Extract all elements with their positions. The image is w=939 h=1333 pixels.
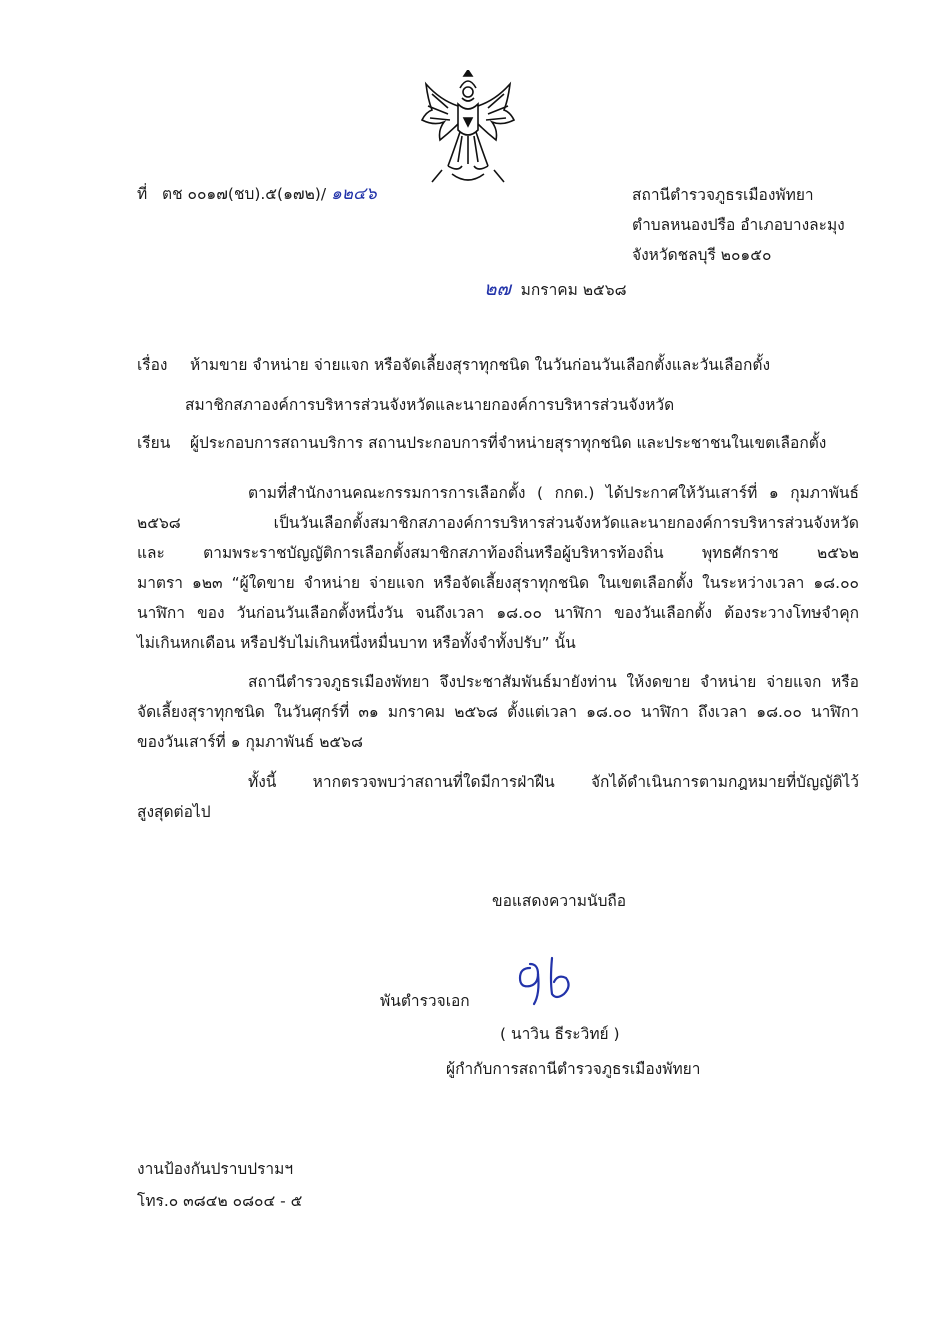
organization-name: สถานีตำรวจภูธรเมืองพัทยา — [632, 186, 814, 204]
paragraph-3-line-2: สูงสุดต่อไป — [137, 803, 211, 821]
paragraph-2-line-3: ของวันเสาร์ที่ ๑ กุมภาพันธ์ ๒๕๖๘ — [137, 733, 363, 751]
garuda-emblem-icon — [418, 70, 518, 190]
signer-name: ( นาวิน ธีระวิทย์ ) — [500, 1025, 620, 1043]
subject-text-1: ห้ามขาย จำหน่าย จ่ายแจก หรือจัดเลี้ยงสุราทุกชนิด ในวันก่อนวันเลือกตั้งและวันเลือกตั้ง — [189, 356, 771, 374]
subject-line-1 — [137, 352, 770, 377]
organization-subdistrict: ตำบลหนองปรือ อำเภอบางละมุง — [632, 216, 845, 234]
paragraph-1-line-3: และ ตามพระราชบัญญัติการเลือกตั้งสมาชิกสภาท้องถิ่นหรือผู้บริหารท้องถิ่น พุทธศักราช ๒๕๖๒ — [137, 544, 859, 562]
paragraph-1-line-5: นาฬิกา ของ วันก่อนวันเลือกตั้งหนึ่งวัน จนถึงเวลา ๑๘.๐๐ นาฬิกา ของวันเลือกตั้ง ต้องระวางโทษจำคุก — [137, 604, 859, 622]
subject-label: เรื่อง — [137, 356, 168, 374]
signer-position: ผู้กำกับการสถานีตำรวจภูธรเมืองพัทยา — [446, 1060, 701, 1078]
document-date — [484, 274, 627, 304]
reference-label: ที่ — [137, 185, 148, 203]
footer-department: งานป้องกันปราบปรามฯ — [137, 1160, 294, 1178]
paragraph-1-line-6: ไม่เกินหกเดือน หรือปรับไม่เกินหนึ่งหมื่นบาท หรือทั้งจำทั้งปรับ” นั้น — [137, 634, 576, 652]
signer-rank: พันตำรวจเอก — [380, 992, 470, 1010]
organization-address — [632, 180, 845, 270]
reference-line — [137, 180, 377, 207]
paragraph-1-line-4: มาตรา ๑๒๓ “ผู้ใดขาย จำหน่าย จ่ายแจก หรือจัดเลี้ยงสุราทุกชนิด ในเขตเลือกตั้ง ในระหว่างเวลา ๑๘.๐๐ — [137, 574, 859, 592]
recipient-line — [137, 430, 826, 455]
paragraph-1-line-1: ตามที่สำนักงานคณะกรรมการการเลือกตั้ง ( กกต.) ได้ประกาศให้วันเสาร์ที่ ๑ กุมภาพันธ์ — [248, 484, 859, 502]
organization-province: จังหวัดชลบุรี ๒๐๑๕๐ — [632, 246, 772, 264]
reference-number: ตช ๐๐๑๗(ชบ).๕(๑๗๒)/ — [162, 185, 327, 203]
paragraph-1-line-2: ๒๕๖๘ เป็นวันเลือกตั้งสมาชิกสภาองค์การบริหารส่วนจังหวัดและนายกองค์การบริหารส่วนจังหวัด — [137, 514, 859, 532]
paragraph-3-line-1: ทั้งนี้ หากตรวจพบว่าสถานที่ใดมีการฝ่าฝืน จักได้ดำเนินการตามกฎหมายที่บัญญัติไว้ — [248, 773, 859, 791]
paragraph-2-line-1: สถานีตำรวจภูธรเมืองพัทยา จึงประชาสัมพันธ์มายังท่าน ให้งดขาย จำหน่าย จ่ายแจก หรือ — [248, 673, 859, 691]
recipient-text: ผู้ประกอบการสถานบริการ สถานประกอบการที่จำหน่ายสุราทุกชนิด และประชาชนในเขตเลือกตั้ง — [189, 434, 827, 452]
handwritten-signature-icon — [508, 950, 588, 1010]
paragraph-2-line-2: จัดเลี้ยงสุราทุกชนิด ในวันศุกร์ที่ ๓๑ มกราคม ๒๕๖๘ ตั้งแต่เวลา ๑๘.๐๐ นาฬิกา ถึงเวลา ๑๘.๐๐ นาฬิกา — [137, 703, 859, 721]
footer-phone: โทร.๐ ๓๘๔๒ ๐๘๐๔ - ๕ — [137, 1192, 303, 1210]
date-day-handwritten: ๒๗ — [484, 278, 511, 300]
closing-salutation: ขอแสดงความนับถือ — [492, 892, 627, 910]
recipient-label: เรียน — [137, 434, 171, 452]
date-month-year: มกราคม ๒๕๖๘ — [520, 281, 627, 299]
subject-text-2: สมาชิกสภาองค์การบริหารส่วนจังหวัดและนายกองค์การบริหารส่วนจังหวัด — [185, 396, 675, 414]
reference-handwritten-number: ๑๒๔๖ — [331, 184, 377, 204]
